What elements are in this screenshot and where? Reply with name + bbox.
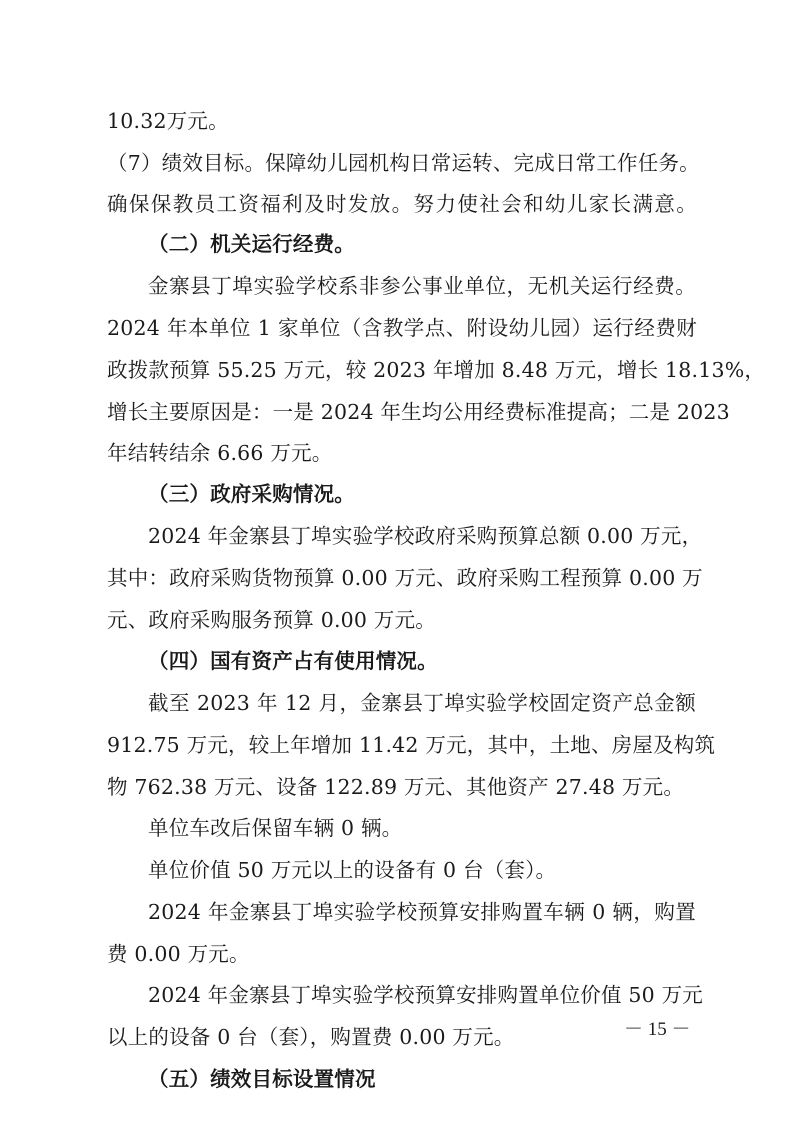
text-line: 以上的设备 0 台（套），购置费 0.00 万元。 bbox=[107, 1025, 515, 1049]
text-line: 确保保教员工资福利及时发放。努力使社会和幼儿家长满意。 bbox=[107, 192, 697, 216]
text-line: （7）绩效目标。保障幼儿园机构日常运转、完成日常工作任务。 bbox=[107, 151, 700, 175]
section-heading: （五）绩效目标设置情况 bbox=[148, 1067, 376, 1091]
text-line: 2024 年金寨县丁埠实验学校预算安排购置车辆 0 辆，购置 bbox=[148, 900, 696, 924]
text-line: 元、政府采购服务预算 0.00 万元。 bbox=[107, 608, 436, 632]
text-line: 物 762.38 万元、设备 122.89 万元、其他资产 27.48 万元。 bbox=[107, 775, 685, 799]
text-line: 2024 年金寨县丁埠实验学校政府采购预算总额 0.00 万元， bbox=[148, 524, 703, 548]
text-line: 2024 年本单位 1 家单位（含教学点、附设幼儿园）运行经费财 bbox=[107, 316, 697, 340]
section-heading: （四）国有资产占有使用情况。 bbox=[148, 649, 438, 673]
text-line: 费 0.00 万元。 bbox=[107, 942, 250, 966]
page-number: － 15 － bbox=[624, 1019, 691, 1040]
text-line: 增长主要原因是：一是 2024 年生均公用经费标准提高；二是 2023 bbox=[107, 400, 730, 424]
text-line: 金寨县丁埠实验学校系非参公事业单位，无机关运行经费。 bbox=[148, 274, 696, 298]
text-line: 10.32万元。 bbox=[107, 109, 229, 133]
text-line: 单位价值 50 万元以上的设备有 0 台（套）。 bbox=[148, 858, 557, 882]
text-line: 912.75 万元，较上年增加 11.42 万元，其中，土地、房屋及构筑 bbox=[107, 733, 716, 757]
text-line: 年结转结余 6.66 万元。 bbox=[107, 441, 333, 465]
section-heading: （二）机关运行经费。 bbox=[148, 232, 355, 256]
text-line: 2024 年金寨县丁埠实验学校预算安排购置单位价值 50 万元 bbox=[148, 983, 704, 1007]
text-line: 截至 2023 年 12 月，金寨县丁埠实验学校固定资产总金额 bbox=[148, 691, 696, 715]
section-heading: （三）政府采购情况。 bbox=[148, 482, 355, 506]
text-line: 单位车改后保留车辆 0 辆。 bbox=[148, 816, 403, 840]
text-line: 政拨款预算 55.25 万元，较 2023 年增加 8.48 万元，增长 18.13%， bbox=[107, 358, 766, 382]
text-line: 其中：政府采购货物预算 0.00 万元、政府采购工程预算 0.00 万 bbox=[107, 566, 703, 590]
